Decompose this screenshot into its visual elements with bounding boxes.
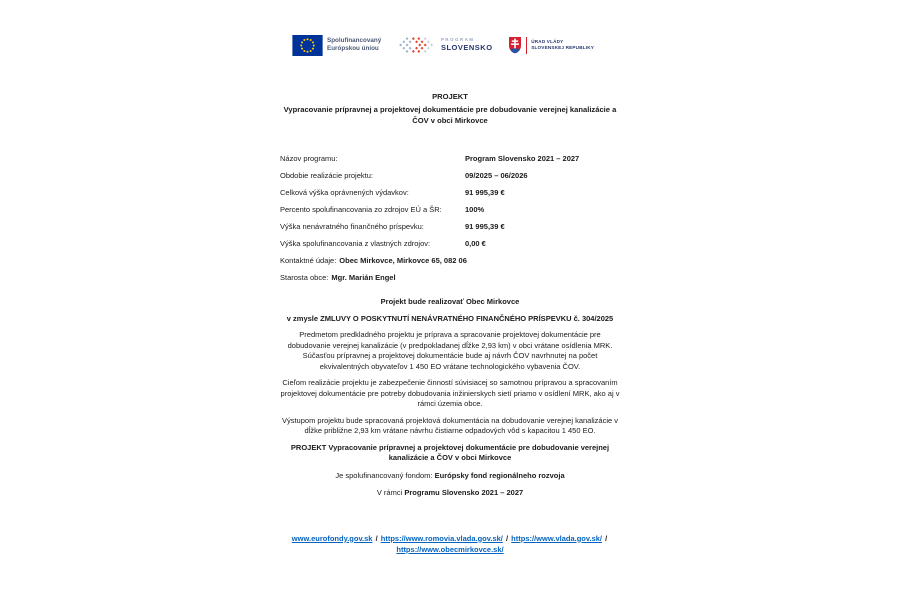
detail-row-cofinance-percent <box>280 201 620 218</box>
eu-logo-line2: Európskou úniou <box>327 45 379 52</box>
detail-value: 100% <box>465 205 485 214</box>
slovak-coat-of-arms-icon <box>508 36 522 54</box>
detail-value: Program Slovensko 2021 – 2027 <box>465 154 580 163</box>
detail-label: Výška nenávratného finančného príspevku: <box>280 222 424 231</box>
detail-label: Názov programu: <box>280 154 338 163</box>
logo-bar <box>280 30 620 60</box>
eu-flag-icon <box>292 35 323 56</box>
link-eurofondy[interactable]: www.eurofondy.gov.sk <box>291 533 373 543</box>
link-separator: / <box>605 533 608 543</box>
contact-label: Kontaktné údaje: <box>280 256 337 265</box>
project-summary: PROJEKT Vypracovanie prípravnej a projektovej dokumentácie pre dobudovanie verejnej kanalizácie a ČOV v obci Mirkovce <box>290 442 610 462</box>
detail-row-contact <box>280 252 620 269</box>
realization-line2: v zmysle ZMLUVY O POSKYTNUTÍ NENÁVRATNÉHO FINANČNÉHO PRÍSPEVKU č. 304/2025 <box>286 313 614 323</box>
detail-label: Obdobie realizácie projektu: <box>280 171 373 180</box>
eu-cofunded-logo <box>292 35 381 56</box>
detail-label: Výška spolufinancovania z vlastných zdrojov: <box>280 239 431 248</box>
detail-row-mayor <box>280 269 620 286</box>
program-slovensko-logo <box>397 35 493 55</box>
link-vlada[interactable]: https://www.vlada.gov.sk/ <box>511 533 603 543</box>
detail-row-period <box>280 167 620 184</box>
link-separator: / <box>505 533 509 543</box>
detail-row-own-resources <box>280 235 620 252</box>
urad-vlady-line2: SLOVENSKEJ REPUBLIKY <box>531 45 594 50</box>
program-slovensko-name: SLOVENSKO <box>440 43 493 53</box>
realization-line1: Projekt bude realizovať Obec Mirkovce <box>380 297 520 306</box>
urad-vlady-text <box>531 39 594 52</box>
mayor-label: Starosta obce: <box>280 273 329 282</box>
contact-value: Obec Mirkovce, Mirkovce 65, 082 06 <box>339 256 467 265</box>
detail-row-grant-amount <box>280 218 620 235</box>
logo-divider <box>526 37 527 54</box>
cofinance-label: Je spolufinancovaný fondom: <box>335 470 433 480</box>
detail-row-total-expenses <box>280 184 620 201</box>
link-romovia-vlada[interactable]: https://www.romovia.vlada.gov.sk/ <box>380 533 503 543</box>
detail-row-program <box>280 150 620 167</box>
eu-logo-text <box>327 37 381 53</box>
detail-value: 0,00 € <box>465 239 486 248</box>
urad-vlady-line1: ÚRAD VLÁDY <box>531 38 564 44</box>
paragraph-subject: Predmetom predkladného projektu je príprava a spracovanie projektovej dokumentácie pre dobudovanie verejnej kanalizácie (v predpokladanej dĺžke 2,93 km) v obci vrátane osídlenia MRK. Súčasťou prípravnej a projektovej dokumentácie bude aj návrh ČOV navrhnutej na počet ekvivalentných obyvateľov 1 450 EO vrátane technologického vybavenia ČOV. <box>287 330 613 371</box>
paragraph-goal: Cieľom realizácie projektu je zabezpečenie činností súvisiacej so samotnou prípravou a spracovaním projektovej dokumentácie pre potreby dobudovania inžinierskych sietí priamo v osídlení MRK, ako aj v rámci územia obce. <box>280 378 620 408</box>
paragraph-output: Výstupom projektu bude spracovaná projektová dokumentácia na dobudovanie verejnej kanalizácie v dĺžke približne 2,93 km vrátane návrhu čistiarne odpadových vôd s kapacitou 1 450 EO. <box>281 415 619 435</box>
project-details <box>280 150 620 286</box>
detail-value: 09/2025 – 06/2026 <box>465 171 528 180</box>
framework-line <box>280 488 620 499</box>
program-slovensko-kicker: PROGRAM <box>440 37 475 43</box>
link-separator: / <box>375 533 378 543</box>
cofinance-fund: Európsky fond regionálneho rozvoja <box>434 470 565 480</box>
framework-program: Programu Slovensko 2021 – 2027 <box>404 488 524 497</box>
project-title: Vypracovanie prípravnej a projektovej dokumentácie pre dobudovanie verejnej kanalizácie a ČOV v obci Mirkovce <box>283 105 617 125</box>
detail-value: 91 995,39 € <box>465 188 505 197</box>
project-kicker: PROJEKT <box>432 92 468 101</box>
urad-vlady-logo <box>508 36 594 54</box>
link-obec-mirkovce[interactable]: https://www.obecmirkovce.sk/ <box>396 544 504 554</box>
mayor-value: Mgr. Marián Engel <box>331 273 396 282</box>
page-content <box>280 0 620 555</box>
framework-label: V rámci <box>376 488 403 497</box>
program-slovensko-arrow-icon <box>397 35 437 55</box>
footer-links <box>280 533 620 555</box>
detail-label: Celková výška oprávnených výdavkov: <box>280 188 409 197</box>
detail-label: Percento spolufinancovania zo zdrojov EÚ a ŠR: <box>280 205 442 214</box>
program-slovensko-text <box>441 38 493 51</box>
eu-logo-line1: Spolufinancovaný <box>327 37 382 44</box>
detail-value: 91 995,39 € <box>465 222 505 231</box>
cofinance-line <box>280 471 620 482</box>
